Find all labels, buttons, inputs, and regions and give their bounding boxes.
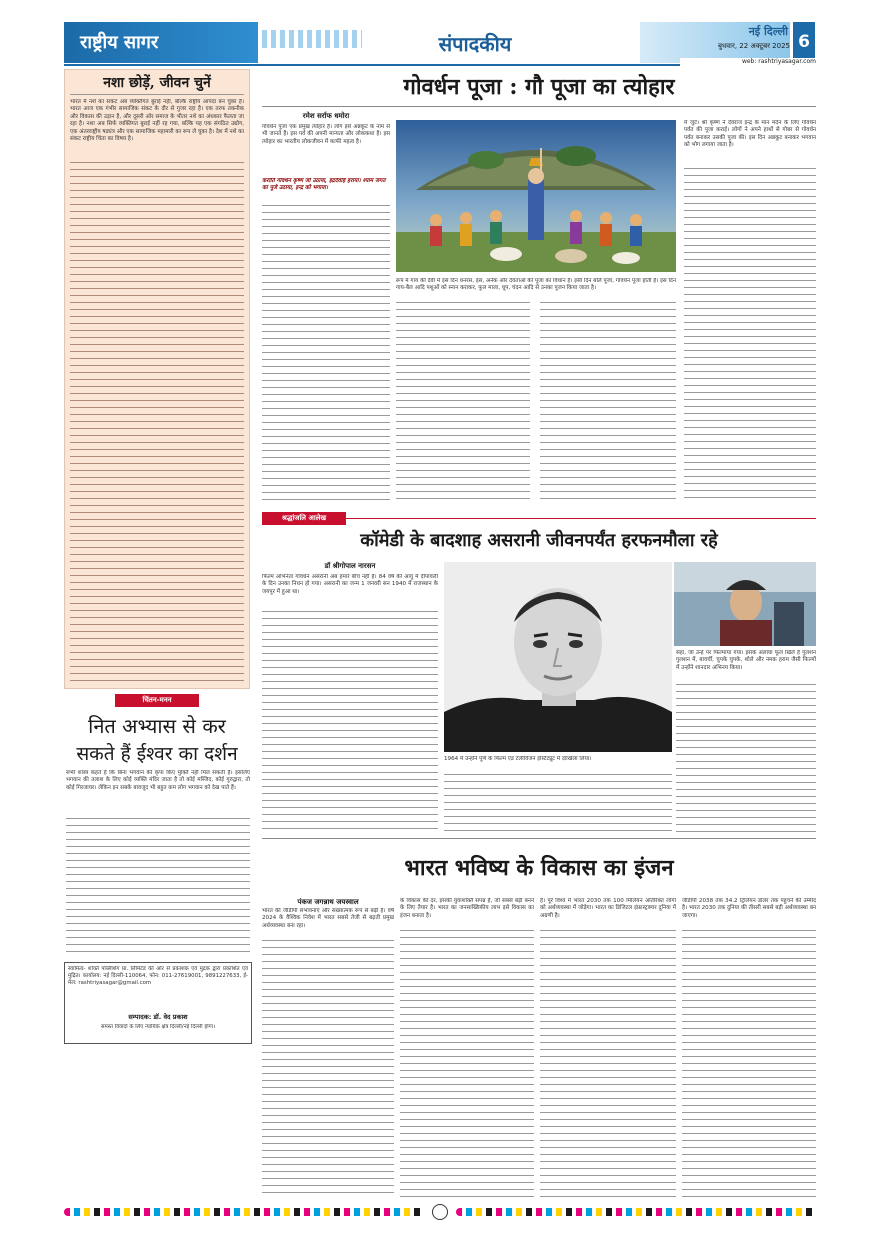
- shraddhanjali-label: श्रद्धांजलि आलेख: [262, 512, 346, 525]
- chintan-label: चिंतन-मनन: [115, 694, 199, 707]
- asrani-mid-lines: [444, 774, 672, 832]
- editor-name: सम्पादक: डॉ. वेद प्रकाश: [128, 1013, 188, 1021]
- asrani-headline: कॉमेडी के बादशाह असरानी जीवनपर्यंत हरफनमौला रहे: [360, 530, 718, 551]
- brand-name: राष्ट्रीय सागर: [80, 32, 159, 53]
- bharat-top-rule: [262, 838, 816, 839]
- footer-center-marker: [432, 1204, 448, 1220]
- asrani-col1-lines: [262, 611, 438, 831]
- govardhan-author: रमेश सर्राफ धमोरा: [302, 112, 350, 120]
- asrani-col1-text: फिल्म अभिनेता गोवर्धन असरानी अब हमारे बीच नहीं हैं। 84 वर्ष की आयु में दीपावली के दिन उनका निधन हो गया। असरानी का जन्म 1 जनवरी सन 1940 में राजस्थान के जयपुर में हुआ था।: [262, 574, 438, 595]
- page-number: 6: [793, 22, 815, 63]
- bharat-col2-text: के विकास की दर, इसकी युवाशक्ति संपन्न है, जो सबसे बड़ी बनने के लिए तैयार है। भारत का जनसांख्यिकीय लाभ इसे विकास का इंजन बनाता है।: [400, 898, 534, 919]
- govardhan-illustration: [396, 120, 676, 272]
- footer-dots-right: [456, 1208, 816, 1216]
- bharat-col3-text: है। पूरे विश्व में भारत 2030 तक 100 मिलियन अतिरिक्त लोगों को अर्थव्यवस्था में जोड़ेगा। भारत का डिजिटल इंफ्रास्ट्रक्चर दुनिया में अग्रणी है।: [540, 898, 676, 919]
- bharat-author: पंकज जगन्नाथ जयस्वाल: [297, 898, 359, 906]
- govardhan-headline-rule: [262, 106, 816, 107]
- bharat-col1-text: भारत की जीडीपी संभावनाएं और संख्यात्मक रूप से बढ़ी है। वर्ष 2024 के वैश्विक निवेश में भारत सबसे तेजी से बढ़ती प्रमुख अर्थव्यवस्था बना रहा।: [262, 908, 394, 929]
- asrani-inset-photo: [674, 562, 816, 646]
- govardhan-headline: गोवर्धन पूजा : गौ पूजा का त्योहार: [403, 74, 675, 100]
- left-article-body-lines: [70, 162, 244, 684]
- left-article-title: नशा छोड़ें, जीवन चुनें: [103, 75, 211, 91]
- chintan-body-lines: [66, 818, 250, 958]
- website-url[interactable]: web: rashtriyasagar.com: [680, 58, 816, 67]
- govardhan-mid-text: रूप में गाय की देवी में इस दिन धनरस, इस, अनेक और देवताओं की पूजा का विधान है। इसी दिन बलि पूजा, गोवर्धन पूजा होती है। इस दिन गाय-बैल आदि पशुओं को स्नान कराकर, फूल माला, धूप, चंदन आदि से उनका पूजन किया जाता है।: [396, 278, 676, 292]
- bharat-col4-lines: [682, 930, 816, 1198]
- govardhan-quote: करोति गोवर्धन कृष्ण जो उठाया, इंद्रदेवहिं हराया। श्याम जगत का पूजे उठाया, इन्द्र को भगाया।: [262, 178, 386, 192]
- footer-dots-left: [64, 1208, 424, 1216]
- left-article-text: भारत में नशे का संकट अब व्यक्तिगत बुराई नहीं, बल्कि राष्ट्रीय आपदा बन चुका है। भारत आज एक गंभीर सामाजिक संकट के दौर से गुजर रहा है। एक तरफ तकनीक और विकास की उड़ान है, और दूसरी ओर समाज के भीतर नशे का अंधकार फैलता जा रहा है। नशा अब सिर्फ व्यक्तिगत बुराई नहीं रह गया, बल्कि यह एक संगठित उद्योग, एक अंतरराष्ट्रीय षड्यंत्र और एक सामाजिक महामारी का रूप ले चुका है। देश में नशे का संकट राष्ट्रीय चिंता का विषय है।: [70, 99, 244, 143]
- asrani-right-lines: [676, 684, 816, 832]
- shraddhanjali-rule: [346, 518, 816, 519]
- bharat-col4-text: जीडीपी 2038 तक 34.2 ट्रिलियन डॉलर तक पहुंचने की उम्मीद है। भारत 2030 तक दुनिया की तीसरी सबसे बड़ी अर्थव्यवस्था बन जाएगा।: [682, 898, 816, 919]
- bharat-col1-lines: [262, 940, 394, 1198]
- govardhan-col1-lines: [262, 205, 390, 505]
- bharat-headline: भारत भविष्य के विकास का इंजन: [404, 855, 674, 881]
- city-name: नई दिल्ली: [748, 25, 788, 38]
- issue-date: बुधवार, 22 अक्टूबर 2025: [717, 42, 790, 50]
- imprint-note: समस्त विवादों के लिए न्यायिक क्षेत्र दिल्ली/नई दिल्ली होगा।: [100, 1024, 216, 1030]
- chintan-title-line2: सकते हैं ईश्वर का दर्शन: [76, 743, 238, 765]
- bharat-col2-lines: [400, 930, 534, 1198]
- section-title: संपादकीय: [438, 32, 512, 56]
- govardhan-col1-text: गोवर्धन पूजा एक प्रमुख त्योहार है। लोग इसे अन्नकूट के नाम से भी जानते हैं। इस पर्व की अपनी मान्यता और लोककथा है। इस त्योहार का भारतीय लोकजीवन में काफी महत्व है।: [262, 124, 390, 145]
- asrani-portrait: [444, 562, 672, 752]
- asrani-right-text: सहा, जो उन्हें पर फिल्माया गया। इसके अलावा फूल खिले हैं गुलशन गुलशन में, बावर्ची, चुपके चुपके, शोले और नमक हराम जैसी फिल्मों में उन्होंने शानदार अभिनय किया।: [676, 650, 816, 671]
- asrani-caption-text: 1964 में उन्होंने पुणे के फिल्म एंड टेलीविजन इंस्टिट्यूट में दाखिला लिया।: [444, 756, 592, 762]
- chintan-text: सभी शास्त्र कहते हैं कि बिना भगवान की कृपा किए मुक्ति नहीं मिल सकती है। इसलिए भगवान की तलाश के लिए कोई व्यक्ति मंदिर जाता है तो कोई मस्जिद, कोई गुरुद्वारा, तो कोई गिरजाघर। लेकिन इन सबके बावजूद भी बहुत कम लोग भगवान को देख पाते हैं।: [66, 770, 250, 791]
- left-title-rule: [70, 94, 244, 95]
- govardhan-mid-lines-a: [396, 302, 530, 504]
- masthead-dots-decoration: [262, 30, 362, 48]
- govardhan-right-lines: [684, 168, 816, 504]
- bharat-col3-lines: [540, 930, 676, 1198]
- govardhan-right-text: में जुटे। श्री कृष्ण ने देवराज इन्द्र के मान मर्दन के लिए गोवर्धन पर्वत की पूजा कराई। लोगों ने अपने हाथों से गोबर से गोवर्धन पर्वत बनाकर उसकी पूजा की। इस दिन अन्नकूट बनाकर भगवान को भोग लगाया जाता है।: [684, 120, 816, 149]
- chintan-title-line1: नित अभ्यास से कर: [88, 714, 226, 738]
- imprint-text: स्वामित्व- शक्ति पब्लिशिंग प्रा. लिमिटेड की ओर से प्रकाशक एवं मुद्रक द्वारा प्रकाशित एवं मुद्रित। कार्यालय: नई दिल्ली-110064, फोन: 011-27619001, 9891227633, ई-मेल: rashtriyasagar@gmail.com: [68, 966, 248, 986]
- asrani-author: डॉ श्रीगोपाल नारसन: [324, 562, 376, 570]
- govardhan-mid-lines-b: [540, 302, 676, 504]
